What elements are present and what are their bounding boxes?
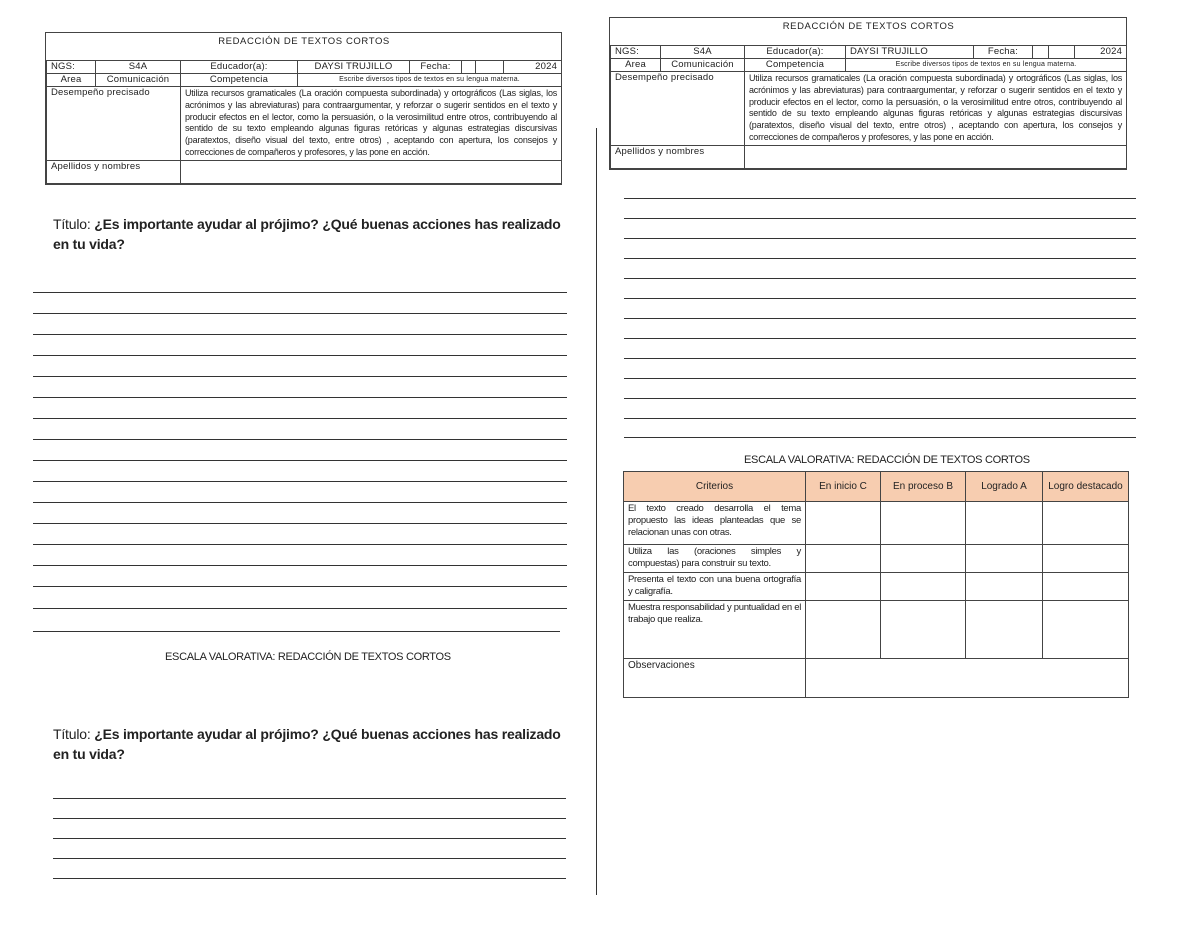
area-value: Comunicación — [96, 74, 181, 87]
writing-line — [53, 798, 566, 799]
writing-line — [624, 358, 1136, 359]
writing-line — [624, 198, 1136, 199]
left-header-table — [45, 32, 562, 185]
apellidos-field[interactable] — [181, 160, 562, 183]
writing-line — [33, 523, 567, 524]
rubric-cell[interactable] — [966, 573, 1043, 601]
rubric-cell[interactable] — [881, 545, 966, 573]
educador-value: DAYSI TRUJILLO — [846, 46, 974, 59]
rubric-cell[interactable] — [1043, 601, 1129, 659]
educador-label: Educador(a): — [181, 61, 298, 74]
writing-line — [624, 218, 1136, 219]
rubric-cell[interactable] — [1043, 545, 1129, 573]
writing-line — [624, 238, 1136, 239]
competencia-label: Competencia — [745, 59, 846, 72]
prompt-question: ¿Es importante ayudar al prójimo? ¿Qué buenas acciones has realizado en tu vida? — [53, 216, 561, 252]
rubric-cell[interactable] — [881, 502, 966, 545]
area-label: Area — [47, 74, 96, 87]
rubric-header-destacado: Logro destacado — [1043, 472, 1129, 502]
writing-line — [33, 292, 567, 293]
ngs-value: S4A — [96, 61, 181, 74]
page-divider — [596, 128, 597, 895]
desempeno-text: Utiliza recursos gramaticales (La oración compuesta subordinada) y ortográficos (Las siglas, los acrónimos y las abreviaturas) para contraargumentar, y reforzar o sugerir sentidos en el texto y producir efectos en el lector, como la persuasión, o la verosimilitud entre otros, contribuyendo al sentido de su texto empleando algunas figuras retóricas y algunas estrategias discursivas (paratextos, diseño visual del texto, entre otros) , aceptando con apertura, los consejos y correcciones de compañeros y profesores, y las pone en acción. — [745, 72, 1127, 146]
educador-value: DAYSI TRUJILLO — [298, 61, 410, 74]
prompt-question: ¿Es importante ayudar al prójimo? ¿Qué buenas acciones has realizado en tu vida? — [53, 726, 561, 762]
writing-line — [624, 278, 1136, 279]
writing-line — [624, 258, 1136, 259]
writing-line — [33, 544, 567, 545]
ngs-value: S4A — [661, 46, 745, 59]
rubric-criterion: Muestra responsabilidad y puntualidad en el trabajo que realiza. — [624, 601, 806, 659]
apellidos-label: Apellidos y nombres — [47, 160, 181, 183]
year-value: 2024 — [504, 61, 562, 74]
year-value: 2024 — [1075, 46, 1127, 59]
competencia-value: Escribe diversos tipos de textos en su lengua materna. — [846, 59, 1127, 72]
writing-line — [33, 586, 567, 587]
rubric-criterion: El texto creado desarrolla el tema propuesto las ideas planteadas que se relacionan unas con otras. — [624, 502, 806, 545]
writing-line — [624, 318, 1136, 319]
ngs-label: NGS: — [47, 61, 96, 74]
area-label: Area — [611, 59, 661, 72]
writing-line — [53, 818, 566, 819]
writing-line — [33, 608, 567, 609]
writing-line — [33, 418, 567, 419]
rubric-cell[interactable] — [1043, 502, 1129, 545]
writing-line — [624, 338, 1136, 339]
educador-label: Educador(a): — [745, 46, 846, 59]
writing-line — [33, 631, 560, 632]
fecha-blank — [476, 61, 504, 74]
fecha-blank — [462, 61, 476, 74]
writing-line — [53, 878, 566, 879]
rubric-cell[interactable] — [881, 573, 966, 601]
apellidos-field[interactable] — [745, 145, 1127, 168]
header-title: REDACCIÓN DE TEXTOS CORTOS — [47, 33, 562, 61]
prompt-title-2 — [53, 724, 565, 764]
right-header-table — [609, 17, 1127, 170]
apellidos-label: Apellidos y nombres — [611, 145, 745, 168]
writing-line — [33, 502, 567, 503]
desempeno-label: Desempeño precisado — [611, 72, 745, 146]
prompt-label: Título: — [53, 216, 91, 232]
rubric-cell[interactable] — [966, 545, 1043, 573]
rubric-header-proceso: En proceso B — [881, 472, 966, 502]
competencia-value: Escribe diversos tipos de textos en su lengua materna. — [298, 74, 562, 87]
writing-line — [33, 355, 567, 356]
rubric-cell[interactable] — [806, 502, 881, 545]
ngs-label: NGS: — [611, 46, 661, 59]
competencia-label: Competencia — [181, 74, 298, 87]
writing-line — [33, 481, 567, 482]
rubric-cell[interactable] — [806, 573, 881, 601]
writing-line — [33, 439, 567, 440]
rubric-criterion: Utiliza las (oraciones simples y compuestas) para construir su texto. — [624, 545, 806, 573]
rubric-table — [623, 471, 1129, 698]
desempeno-label: Desempeño precisado — [47, 87, 181, 161]
writing-line — [33, 313, 567, 314]
header-title: REDACCIÓN DE TEXTOS CORTOS — [611, 18, 1127, 46]
writing-line — [53, 838, 566, 839]
rubric-cell[interactable] — [806, 601, 881, 659]
writing-line — [33, 460, 567, 461]
prompt-title-1 — [53, 214, 565, 254]
scale-caption-left: ESCALA VALORATIVA: REDACCIÓN DE TEXTOS CORTOS — [165, 651, 451, 663]
writing-line — [624, 437, 1136, 438]
writing-line — [33, 565, 567, 566]
desempeno-text: Utiliza recursos gramaticales (La oración compuesta subordinada) y ortográficos (Las siglas, los acrónimos y las abreviaturas) para contraargumentar, y reforzar o sugerir sentidos en el texto y producir efectos en el lector, como la persuasión, o la verosimilitud entre otros, contribuyendo al sentido de su texto empleando algunas figuras retóricas y algunas estrategias discursivas (paratextos, diseño visual del texto, entre otros) , aceptando con apertura, los consejos y correcciones de compañeros y profesores, y las pone en acción. — [181, 87, 562, 161]
writing-line — [624, 418, 1136, 419]
writing-line — [624, 298, 1136, 299]
fecha-blank — [1049, 46, 1075, 59]
observaciones-field[interactable] — [806, 659, 1129, 698]
writing-line — [624, 398, 1136, 399]
rubric-header-criterios: Criterios — [624, 472, 806, 502]
fecha-label: Fecha: — [410, 61, 462, 74]
writing-line — [33, 334, 567, 335]
writing-line — [624, 378, 1136, 379]
prompt-label: Título: — [53, 726, 91, 742]
rubric-cell[interactable] — [966, 502, 1043, 545]
rubric-cell[interactable] — [806, 545, 881, 573]
area-value: Comunicación — [661, 59, 745, 72]
rubric-criterion: Presenta el texto con una buena ortografía y caligrafía. — [624, 573, 806, 601]
rubric-header-logrado: Logrado A — [966, 472, 1043, 502]
fecha-label: Fecha: — [974, 46, 1033, 59]
observaciones-label: Observaciones — [624, 659, 806, 698]
writing-line — [33, 376, 567, 377]
writing-line — [53, 858, 566, 859]
scale-caption-right: ESCALA VALORATIVA: REDACCIÓN DE TEXTOS CORTOS — [744, 454, 1030, 466]
rubric-cell[interactable] — [881, 601, 966, 659]
writing-line — [33, 397, 567, 398]
rubric-cell[interactable] — [966, 601, 1043, 659]
fecha-blank — [1033, 46, 1049, 59]
rubric-header-inicio: En inicio C — [806, 472, 881, 502]
rubric-cell[interactable] — [1043, 573, 1129, 601]
